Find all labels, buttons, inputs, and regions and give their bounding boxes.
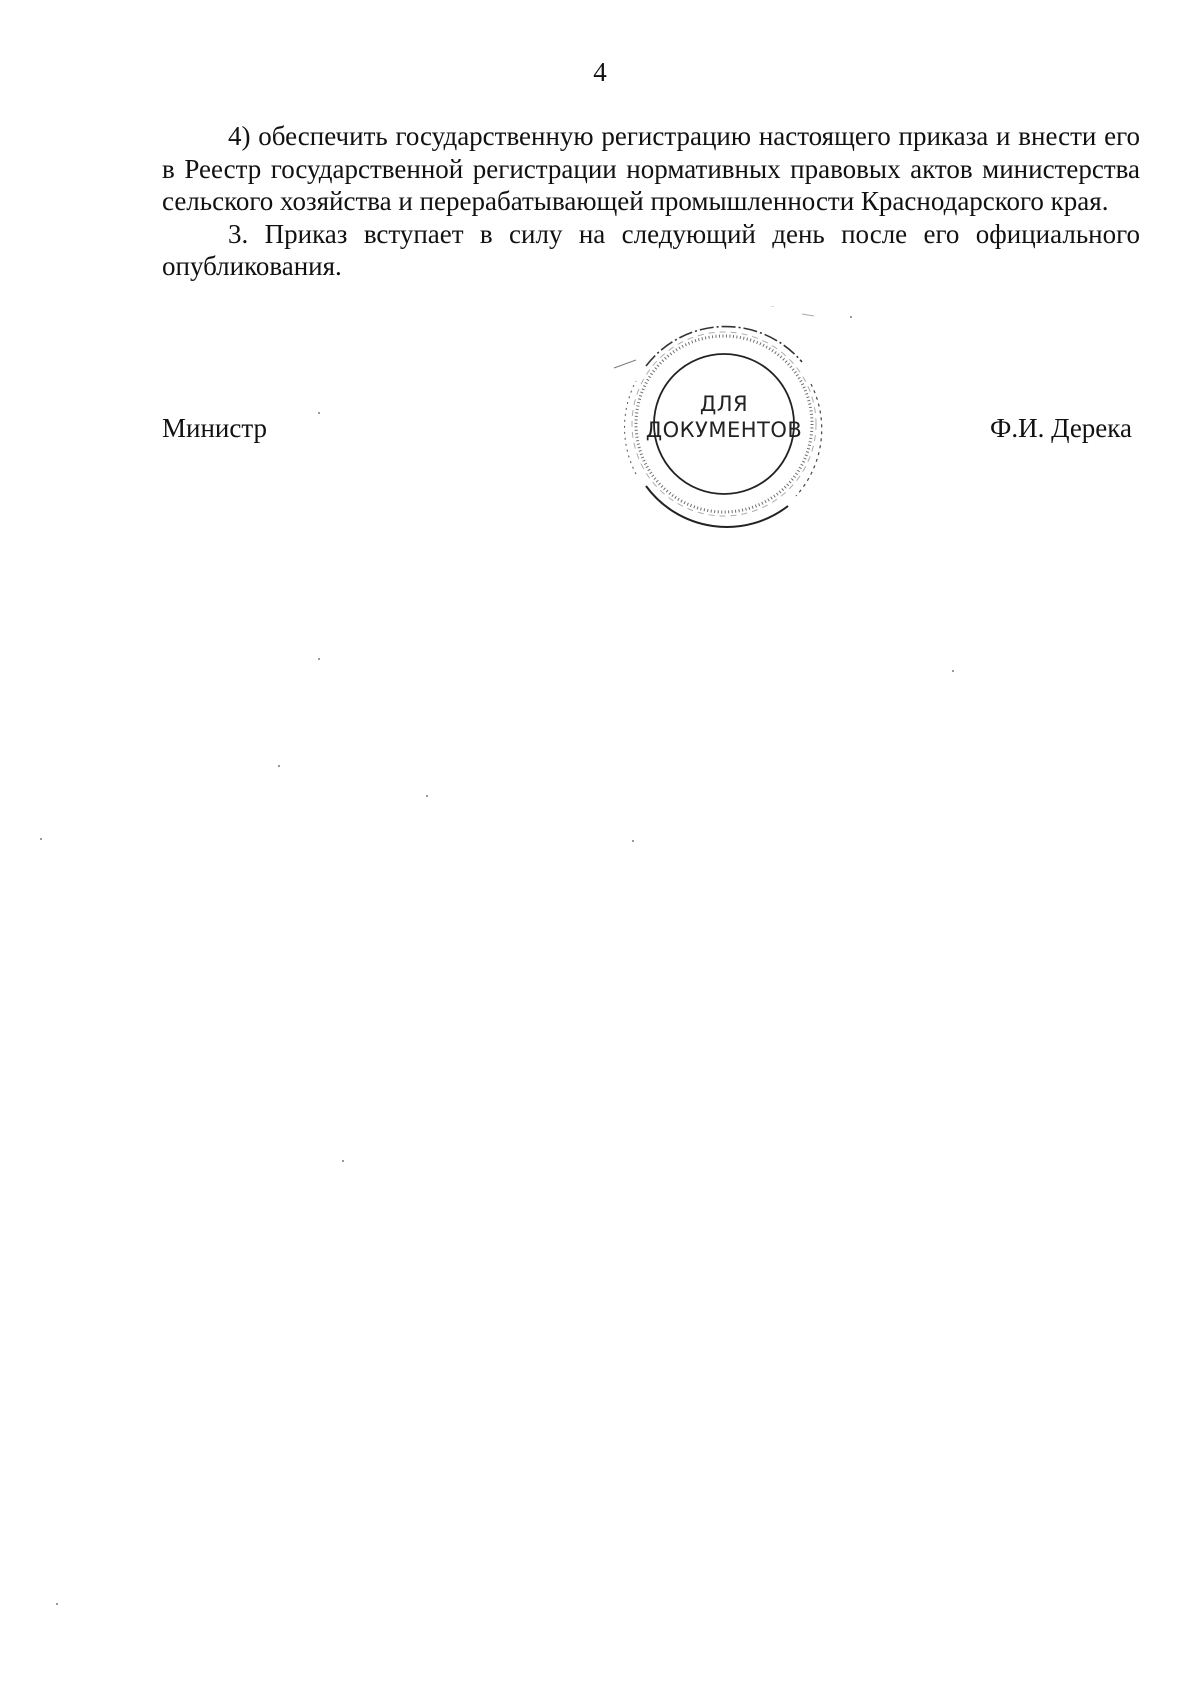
scan-speck <box>318 412 320 414</box>
scan-speck <box>426 795 428 797</box>
signatory-name: Ф.И. Дерека <box>990 413 1132 443</box>
scan-speck <box>318 658 320 660</box>
stamp-text-line2: ДОКУМЕНТОВ <box>645 418 803 442</box>
official-stamp <box>606 306 842 542</box>
scan-speck <box>40 838 42 840</box>
stamp-text-line1: ДЛЯ <box>699 392 749 416</box>
scan-speck <box>632 840 634 842</box>
scan-speck <box>850 316 852 318</box>
scan-speck <box>342 1160 344 1162</box>
page-number: 4 <box>593 57 607 87</box>
paragraph-effective-date: 3. Приказ вступает в силу на следующий день после его официального опубликования. <box>162 218 1140 281</box>
document-body <box>162 120 1140 283</box>
signatory-position: Министр <box>162 413 267 443</box>
scan-speck <box>56 1603 58 1605</box>
scan-speck <box>278 765 280 767</box>
paragraph-registration: 4) обеспечить государственную регистрацию настоящего приказа и внести его в Реестр государственной регистрации нормативных правовых актов министерства сельского хозяйства и перерабатывающей промышленности Краснодарского края. <box>162 121 1140 216</box>
scan-speck <box>952 670 954 672</box>
